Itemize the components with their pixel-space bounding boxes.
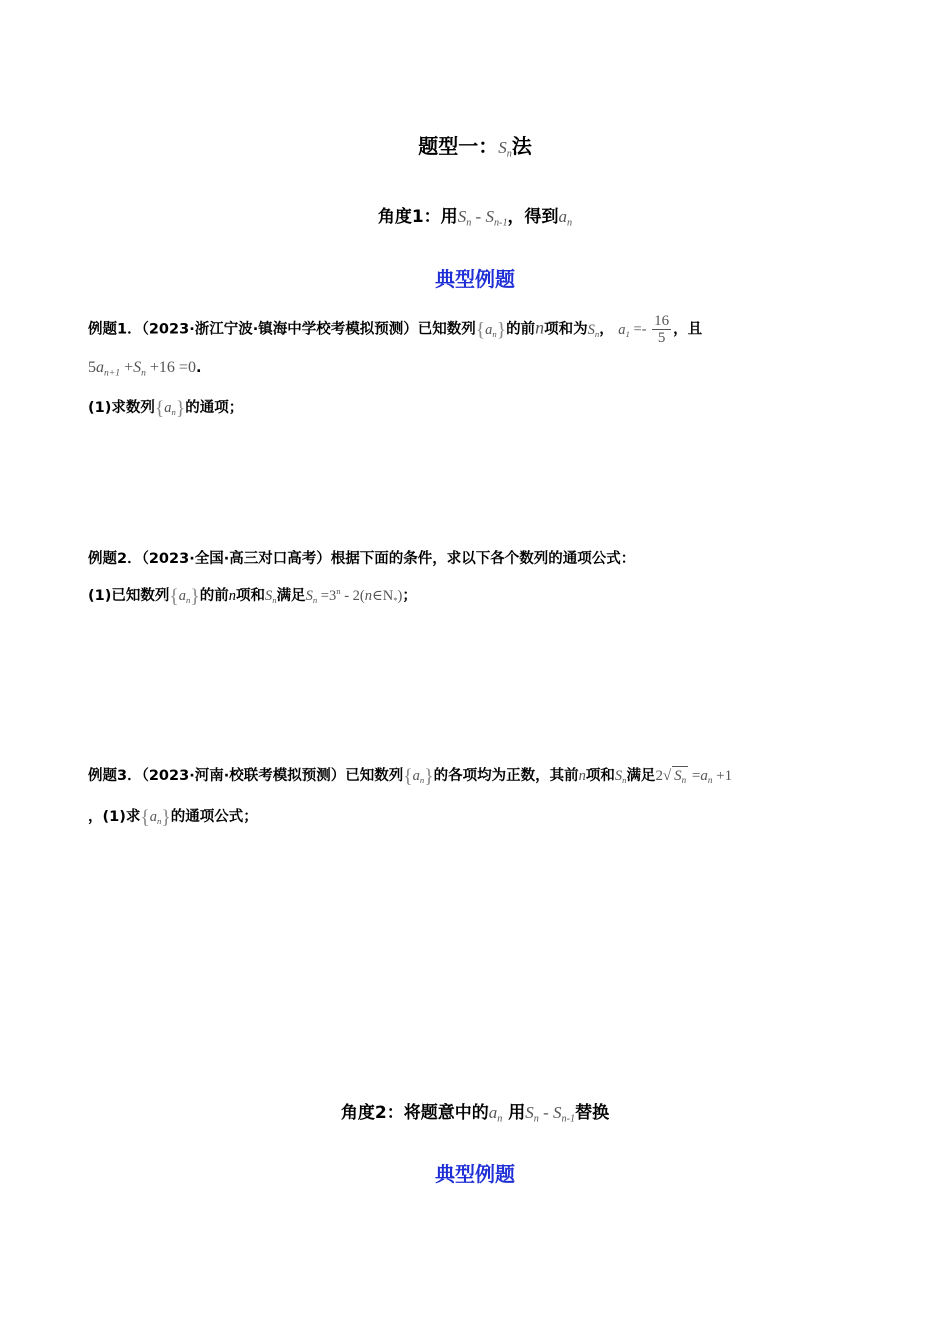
example-1-question-1: (1)求数列$\{a_n\}$的通项； — [88, 398, 244, 420]
example-2-question-1: (1)已知数列$\{a_n\}$的前n项和$S_n$满足$S_n =3^n$ - $2(n\in N_*)$； — [88, 586, 417, 608]
section-heading-typical-examples-2: 典型例题 — [435, 1162, 515, 1186]
section-heading-typical-examples: 典型例题 — [435, 267, 515, 291]
example-3-line-1: 例题3．（2023·河南·校联考模拟预测）已知数列$\{a_n\}$的各项均为正数，其前n项和$S_n$满足2√ $S_n =a_n +1$ — [88, 766, 733, 788]
fraction-16-5: $\frac{16}{5}$ — [654, 313, 670, 346]
angle-2-heading: 角度2：将题意中的$a_n$ 用$S_n - S_{n-1}$替换 — [340, 1103, 610, 1125]
angle-1-heading: 角度1：用$S_n - S_{n-1}$，得到$a_n$ — [377, 207, 573, 229]
example-3-line-2: ，(1)求$\{a_n\}$的通项公式； — [88, 807, 258, 829]
page-title: 题型一：$S_n$法 — [418, 134, 532, 160]
example-1-line-1: 例题1．（2023·浙江宁波·镇海中学校考模拟预测）已知数列$\{a_n\}$的前n项和为$S_n$， $a_1$ =- $\frac{16}{5}$ ，且 — [88, 313, 703, 346]
example-1-line-2: $5a_{n+1} +S_n +16 =0$. — [88, 359, 202, 379]
example-2-label: 例题2．（2023·全国·高三对口高考）根据下面的条件，求以下各个数列的通项公式： — [88, 551, 636, 567]
